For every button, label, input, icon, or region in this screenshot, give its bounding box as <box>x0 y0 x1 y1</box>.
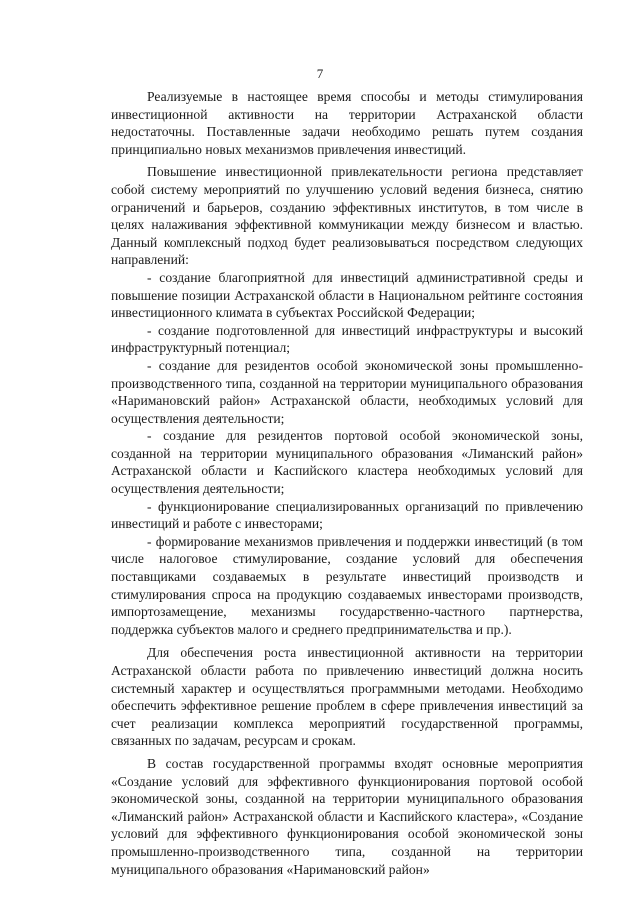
paragraph-program-methods: Для обеспечения роста инвестиционной активности на территории Астраханской области работа по привлечению инвестиций должна носить системный характер и осуществляться программными методами. Необходимо обеспечить эффективное решение проблем в сфере привлечения инвестиций за счет реализации комплекса мероприятий государственной программы, связанных по задачам, ресурсам и срокам. <box>111 645 583 749</box>
list-item-specialized-orgs: - функционирование специализированных организаций по привлечению инвестиций и работе с инвесторами; <box>111 498 583 532</box>
list-item-port-zone: - создание для резидентов портовой особой экономической зоны, созданной на территории муниципального образования «Лиманский район» Астраханской области и Каспийского кластера необходимых условий для осуществления деятельности; <box>111 428 583 497</box>
page-number: 7 <box>316 66 324 81</box>
list-item-admin-environment: - создание благоприятной для инвестиций административной среды и повышение позиции Астраханской области в Национальном рейтинге состояния инвестиционного климата в субъектах Российской Федерации; <box>111 269 583 321</box>
list-item-infrastructure: - создание подготовленной для инвестиций инфраструктуры и высокий инфраструктурный потенциал; <box>111 322 583 356</box>
paragraph-attractiveness: Повышение инвестиционной привлекательности региона представляет собой систему мероприятий по улучшению условий ведения бизнеса, снятию ограничений и барьеров, созданию эффективных институтов, в том числе в целях налаживания эффективной коммуникации между бизнесом и властью. Данный комплексный подход будет реализовываться посредством следующих направлений: <box>111 164 583 268</box>
paragraph-program-composition: В состав государственной программы входят основные мероприятия «Создание условий для эффективного функционирования портовой особой экономической зоны, созданной на территории муниципального образования «Лиманский район» Астраханской области и Каспийского кластера», «Создание условий для эффективного функционирования особой экономической зоны промышленно-производственного типа, созданной на территории муниципального образования «Наримановский район» <box>111 755 583 877</box>
list-item-narimanov-zone: - создание для резидентов особой экономической зоны промышленно-производственного типа, созданной на территории муниципального образования «Наримановский район» Астраханской области, необходимых условий для осуществления деятельности; <box>111 357 583 426</box>
list-item-support-mechanisms: - формирование механизмов привлечения и поддержки инвестиций (в том числе налоговое стимулирование, создание условий для обеспечения поставщиками создаваемых в результате инвестиций производств и стимулирования спроса на продукцию создаваемых инвесторами производств, импортозамещение, механизмы государственно-частного партнерства, поддержка субъектов малого и среднего предпринимательства и пр.). <box>111 533 583 637</box>
document-body <box>111 88 583 878</box>
paragraph-intro: Реализуемые в настоящее время способы и методы стимулирования инвестиционной активности на территории Астраханской области недостаточны. Поставленные задачи необходимо решать путем создания принципиально новых механизмов привлечения инвестиций. <box>111 89 583 157</box>
